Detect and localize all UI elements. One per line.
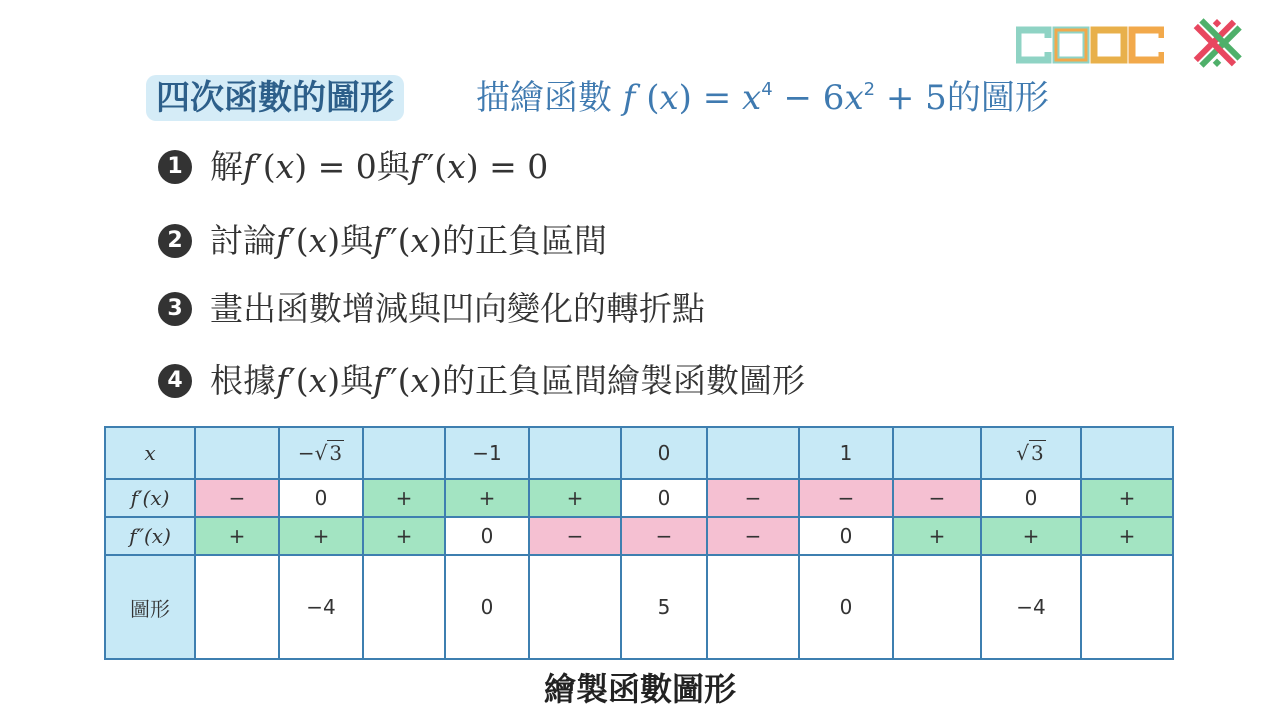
second-derivative-row (105, 517, 1173, 555)
cross-weave-logo (1186, 12, 1248, 74)
x-cell: −√ 3 (279, 427, 363, 479)
sign-cell: 0 (981, 479, 1081, 517)
graph-cell: −4 (279, 555, 363, 659)
row-header-f2: f″(x) (105, 517, 195, 555)
step-number-2: 2 (158, 224, 192, 258)
x-cell (363, 427, 445, 479)
x-cell (195, 427, 279, 479)
sign-cell: 0 (621, 479, 707, 517)
sign-cell: + (279, 517, 363, 555)
desc-suffix: 的圖形 (946, 78, 1049, 118)
graph-cell: −4 (981, 555, 1081, 659)
topic-label: 四次函數的圖形 (146, 75, 404, 121)
step-number-4: 4 (158, 364, 192, 398)
x-cell (1081, 427, 1173, 479)
graph-cell (529, 555, 621, 659)
sign-cell: − (529, 517, 621, 555)
sign-cell: − (893, 479, 981, 517)
sign-table (104, 426, 1174, 660)
desc-prefix: 描繪函數 (476, 78, 612, 118)
graph-cell (707, 555, 799, 659)
sign-cell: + (363, 517, 445, 555)
sign-cell: + (363, 479, 445, 517)
sign-cell: + (445, 479, 529, 517)
sign-cell: − (707, 517, 799, 555)
x-cell (893, 427, 981, 479)
graph-cell (1081, 555, 1173, 659)
sign-cell: + (893, 517, 981, 555)
sign-cell: + (981, 517, 1081, 555)
x-cell: −1 (445, 427, 529, 479)
row-header-graph: 圖形 (105, 555, 195, 659)
x-cell: 1 (799, 427, 893, 479)
step-3-text: 畫出函數增減與凹向變化的轉折點 (210, 289, 705, 328)
topic-description: 描繪函數 f $(x) = x^4 - 6x^2 + 5$的圖形 (476, 78, 1049, 118)
step-number-1: 1 (158, 150, 192, 184)
step-1: 1 解 f ′( x ) = 0 與 f ″( x ) = 0 (158, 144, 548, 190)
row-header-x: x (105, 427, 195, 479)
sign-cell: − (195, 479, 279, 517)
sign-cell: 0 (799, 517, 893, 555)
graph-cell (893, 555, 981, 659)
sign-cell: + (195, 517, 279, 555)
row-header-f1: f′(x) (105, 479, 195, 517)
graph-cell (363, 555, 445, 659)
x-cell: √ 3 (981, 427, 1081, 479)
x-cell (529, 427, 621, 479)
sign-cell: + (1081, 517, 1173, 555)
step-2: 2 討論 f ′( x ) 與 f ″( x ) 的正負區間 (158, 218, 607, 264)
graph-row (105, 555, 1173, 659)
sign-cell: − (707, 479, 799, 517)
sign-cell: − (799, 479, 893, 517)
sign-cell: − (621, 517, 707, 555)
graph-cell: 0 (445, 555, 529, 659)
x-cell (707, 427, 799, 479)
graph-cell: 0 (799, 555, 893, 659)
step-number-3: 3 (158, 292, 192, 326)
graph-cell: 5 (621, 555, 707, 659)
sign-cell: 0 (445, 517, 529, 555)
sign-cell: 0 (279, 479, 363, 517)
x-cell: 0 (621, 427, 707, 479)
step-4: 4 根據 f ′( x ) 與 f ″( x ) 的正負區間繪製函數圖形 (158, 358, 920, 404)
sign-cell: + (529, 479, 621, 517)
cooc-logo (1016, 26, 1164, 64)
sign-cell: + (1081, 479, 1173, 517)
step-3 (158, 286, 705, 332)
graph-cell (195, 555, 279, 659)
x-row (105, 427, 1173, 479)
first-derivative-row (105, 479, 1173, 517)
video-subtitle: 繪製函數圖形 (543, 670, 736, 708)
